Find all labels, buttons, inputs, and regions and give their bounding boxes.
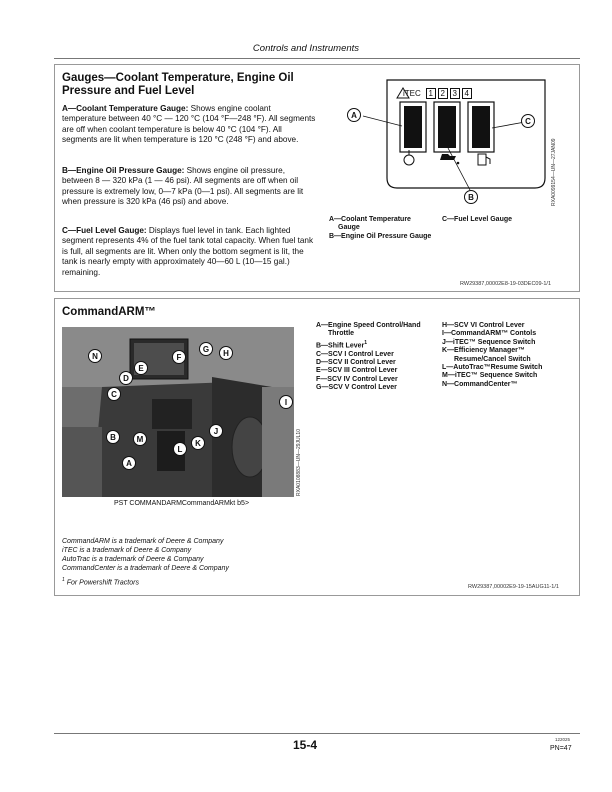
photo-caption: PST COMMANDARMCommandARMkt b5> xyxy=(114,500,250,507)
callout-b-arm: B xyxy=(106,430,120,444)
callout-i: I xyxy=(279,395,293,409)
fuel-gauge-bar xyxy=(472,106,490,148)
commandarm-ref: RW29387,00002E9-19-15AUG11-1/1 xyxy=(468,584,559,590)
coolant-gauge-bar xyxy=(404,106,422,148)
para-fuel: C—Fuel Level Gauge: Displays fuel level in tank. Each lighted segment represents 4% of the fuel tank total capacity. When fuel tank is full, all segments are lit. When only the bottom segment is lit, the tank is nearly empty with approximately 40—60 L (10—15 gal.) remaining. xyxy=(62,226,314,277)
commandarm-legend-left: A—Engine Speed Control/Hand Throttle B—Shift Lever$^1$ C—SCV I Control Lever D—SCV II Control Lever E—SCV III Control Lever F—SCV IV Control Lever G—SCV V Control Lever xyxy=(316,322,421,392)
gauges-ref: RW29387,00002E8-19-03DEC09-1/1 xyxy=(460,281,552,287)
callout-h: H xyxy=(219,346,233,360)
scv-levers xyxy=(152,399,192,429)
photo-figure-id: RXA0108883—UN—29JUL10 xyxy=(296,429,302,496)
footer-code: 122025 xyxy=(555,737,571,742)
callout-a-arm: A xyxy=(122,456,136,470)
commandarm-legend-right: H—SCV VI Control Lever I—CommandARM™ Contols J—iTEC™ Sequence Switch K—Efficiency Manager™ Resume/Cancel Switch L—AutoTrac™Resume Switch M—iTEC™ Sequence Switch N—CommandCenter™ xyxy=(442,322,543,388)
footer-rule xyxy=(54,733,580,734)
gauge-legend-a: A—Coolant Temperature Gauge B—Engine Oil Pressure Gauge xyxy=(329,216,432,240)
callout-n: N xyxy=(88,349,102,363)
page-number: 15-4 xyxy=(293,738,318,752)
gauges-title: Gauges—Coolant Temperature, Engine Oil Pressure and Fuel Level xyxy=(62,72,294,97)
oil-gauge-bar xyxy=(438,106,456,148)
callout-m: M xyxy=(133,432,147,446)
footer-pn: PN=47 xyxy=(550,745,572,752)
commandarm-title: CommandARM™ xyxy=(62,306,156,318)
para-oil: B—Engine Oil Pressure Gauge: Shows engine oil pressure, between 8 — 320 kPa (1 — 46 psi). All segments are off when oil pressure is extremely low, 0—7 kPa (0—1 psi). All segments are lit when pressure is 320 kPa (46 psi) and above. xyxy=(62,166,304,207)
gauge-cluster-figure xyxy=(330,78,560,218)
callout-g: G xyxy=(199,342,213,356)
callout-f: F xyxy=(172,350,186,364)
footnote: $^1$ For Powershift Tractors xyxy=(62,577,139,587)
gauge-legend-c: C—Fuel Level Gauge xyxy=(442,216,513,223)
callout-b: B xyxy=(464,190,478,204)
callout-c-arm: C xyxy=(107,387,121,401)
trademark-notes: CommandARM is a trademark of Deere & Company iTEC is a trademark of Deere & Company AutoTrac is a trademark of Deere & Company CommandCenter is a trademark of Deere & Company xyxy=(62,538,229,572)
callout-a: A xyxy=(347,108,361,122)
running-header: Controls and Instruments xyxy=(252,43,360,54)
callout-d: D xyxy=(119,371,133,385)
callout-j: J xyxy=(209,424,223,438)
para-coolant: A—Coolant Temperature Gauge: Shows engine coolant temperature between 40 °C — 120 °C (104 °F—248 °F). All segments are off when coolant temperature is below 40 °C (104 °F). All segments are lit when temperature is 120 °C (248 °F) and above. xyxy=(62,104,316,145)
callout-c: C xyxy=(521,114,535,128)
itec-indicator: iTEC 1 2 3 4 xyxy=(403,88,472,99)
callout-l: L xyxy=(173,442,187,456)
callout-k: K xyxy=(191,436,205,450)
gauge-figure-id: RXA0099154—UN—27JAN09 xyxy=(551,138,557,206)
header-rule xyxy=(54,58,580,59)
callout-e: E xyxy=(134,361,148,375)
